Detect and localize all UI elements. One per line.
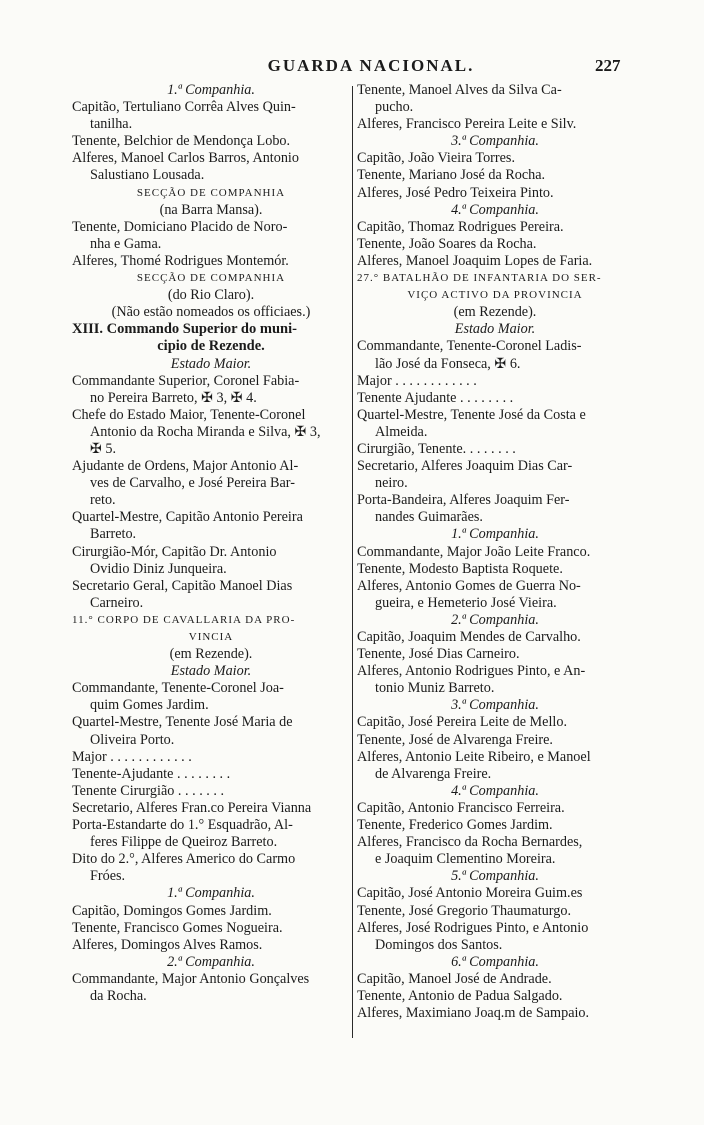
text-line: da Rocha.: [90, 987, 147, 1004]
text-line: Tenente, Mariano José da Rocha.: [357, 167, 546, 184]
text-line: Commandante, Major João Leite Franco.: [357, 543, 591, 560]
text-line: Tenente Ajudante . . . . . . . .: [357, 389, 514, 406]
text-line: tonio Muniz Barreto.: [375, 680, 495, 697]
text-line: Ovidio Diniz Junqueira.: [90, 560, 227, 577]
text-line: (em Rezende).: [453, 304, 537, 321]
text-line: Ajudante de Ordens, Major Antonio Al-: [72, 458, 299, 475]
text-line: reto.: [90, 492, 116, 509]
text-line: Secretario, Alferes Fran.co Pereira Vianna: [72, 799, 312, 816]
text-line: Major . . . . . . . . . . . .: [357, 372, 477, 389]
text-line: neiro.: [375, 475, 408, 492]
text-line: cipio de Rezende.: [157, 338, 265, 355]
text-line: Alferes, Antonio Leite Ribeiro, e Manoel: [357, 748, 591, 765]
text-line: Cirurgião, Tenente. . . . . . . .: [357, 440, 516, 457]
text-line: Tenente Cirurgião . . . . . . .: [72, 782, 225, 799]
text-line: Salustiano Lousada.: [90, 167, 205, 184]
text-line: Tenente, Modesto Baptista Roquete.: [357, 560, 563, 577]
text-line: 3.ª Companhia.: [451, 697, 539, 714]
text-line: 2.ª Companhia.: [451, 611, 539, 628]
text-line: Tenente, Domiciano Placido de Noro-: [72, 218, 288, 235]
text-line: 2.ª Companhia.: [167, 953, 255, 970]
text-line: Almeida.: [375, 423, 428, 440]
text-line: Alferes, Domingos Alves Ramos.: [72, 936, 263, 953]
text-line: Commandante, Tenente-Coronel Ladis-: [357, 338, 582, 355]
text-line: Porta-Bandeira, Alferes Joaquim Fer-: [357, 492, 570, 509]
text-line: pucho.: [375, 99, 414, 116]
text-line: feres Filippe de Queiroz Barreto.: [90, 834, 278, 851]
text-line: Tenente, Antonio de Padua Salgado.: [357, 987, 563, 1004]
text-line: Commandante Superior, Coronel Fabia-: [72, 372, 300, 389]
column-divider: [352, 86, 353, 1038]
text-line: XIII. Commando Superior do muni-: [72, 321, 297, 338]
text-line: Domingos dos Santos.: [375, 936, 503, 953]
page-number: 227: [595, 56, 621, 75]
text-line: Cirurgião-Mór, Capitão Dr. Antonio: [72, 543, 277, 560]
page-header: [0, 56, 704, 78]
text-line: Commandante, Major Antonio Gonçalves: [72, 970, 310, 987]
text-line: Dito do 2.°, Alferes Americo do Carmo: [72, 851, 296, 868]
text-line: Tenente, José Gregorio Thaumaturgo.: [357, 902, 571, 919]
text-line: Capitão, João Vieira Torres.: [357, 150, 515, 167]
text-line: nandes Guimarães.: [375, 509, 483, 526]
text-line: Commandante, Tenente-Coronel Joa-: [72, 680, 284, 697]
left-column: [72, 82, 350, 1005]
text-line: Secretario, Alferes Joaquim Dias Car-: [357, 458, 573, 475]
text-line: 11.° CORPO DE CAVALLARIA DA PRO-: [72, 613, 296, 626]
text-line: Oliveira Porto.: [90, 731, 175, 748]
text-line: Alferes, José Rodrigues Pinto, e Antonio: [357, 919, 589, 936]
text-line: 3.ª Companhia.: [451, 133, 539, 150]
text-line: tanilha.: [90, 116, 133, 133]
text-line: Fróes.: [90, 868, 126, 885]
text-line: Tenente, Belchior de Mendonça Lobo.: [72, 133, 291, 150]
text-line: SECÇÃO DE COMPANHIA: [136, 186, 286, 199]
text-line: VINCIA: [188, 631, 234, 643]
text-line: 1.ª Companhia.: [451, 526, 539, 543]
text-line: Capitão, Thomaz Rodrigues Pereira.: [357, 218, 564, 235]
text-line: 5.ª Companhia.: [451, 868, 539, 885]
text-line: Alferes, Antonio Gomes de Guerra No-: [357, 577, 581, 594]
text-line: 6.ª Companhia.: [451, 953, 539, 970]
right-column: [357, 82, 633, 1022]
text-line: Tenente, José Dias Carneiro.: [357, 646, 520, 663]
text-line: nha e Gama.: [90, 235, 162, 252]
text-line: Alferes, Manoel Carlos Barros, Antonio: [72, 150, 299, 167]
text-line: Tenente, Francisco Gomes Nogueira.: [72, 919, 283, 936]
text-line: (do Rio Claro).: [167, 287, 255, 304]
text-line: 1.ª Companhia.: [167, 82, 255, 98]
text-line: Porta-Estandarte do 1.° Esquadrão, Al-: [72, 817, 293, 834]
text-line: Capitão, Manoel José de Andrade.: [357, 970, 552, 987]
text-line: Quartel-Mestre, Capitão Antonio Pereira: [72, 509, 303, 526]
text-line: ves de Carvalho, e José Pereira Bar-: [90, 475, 295, 492]
text-line: Estado Maior.: [454, 321, 536, 338]
text-line: Alferes, Francisco Pereira Leite e Silv.: [357, 116, 577, 133]
text-line: Barreto.: [90, 526, 137, 543]
text-line: Capitão, Domingos Gomes Jardim.: [72, 902, 272, 919]
text-line: 1.ª Companhia.: [167, 885, 255, 902]
text-line: 27.° BATALHÃO DE INFANTARIA DO SER-: [357, 272, 602, 285]
text-line: Chefe do Estado Maior, Tenente-Coronel: [72, 406, 306, 423]
text-line: (Não estão nomeados os officiaes.): [111, 304, 311, 321]
text-line: Secretario Geral, Capitão Manoel Dias: [72, 577, 293, 594]
running-title: GUARDA NACIONAL.: [267, 56, 475, 75]
text-line: no Pereira Barreto, ✠ 3, ✠ 4.: [90, 389, 257, 406]
text-line: SECÇÃO DE COMPANHIA: [136, 272, 286, 285]
text-line: Tenente, João Soares da Rocha.: [357, 235, 537, 252]
text-line: Tenente, Frederico Gomes Jardim.: [357, 817, 553, 834]
text-line: ✠ 5.: [90, 440, 117, 457]
text-line: Carneiro.: [90, 594, 144, 611]
text-line: VIÇO ACTIVO DA PROVINCIA: [407, 289, 583, 302]
text-line: Antonio da Rocha Miranda e Silva, ✠ 3,: [90, 423, 321, 440]
text-line: (na Barra Mansa).: [159, 201, 263, 218]
text-line: Capitão, Antonio Francisco Ferreira.: [357, 799, 565, 816]
text-line: Capitão, José Antonio Moreira Guim.es: [357, 885, 583, 902]
text-line: Estado Maior.: [170, 663, 252, 680]
text-line: Alferes, Thomé Rodrigues Montemór.: [72, 252, 289, 269]
text-line: (em Rezende).: [169, 646, 253, 663]
text-line: Tenente, Manoel Alves da Silva Ca-: [357, 82, 562, 98]
text-line: Tenente, José de Alvarenga Freire.: [357, 731, 553, 748]
text-line: Alferes, José Pedro Teixeira Pinto.: [357, 184, 554, 201]
text-line: Alferes, Antonio Rodrigues Pinto, e An-: [357, 663, 586, 680]
text-line: Capitão, José Pereira Leite de Mello.: [357, 714, 567, 731]
text-line: Capitão, Tertuliano Corrêa Alves Quin-: [72, 99, 296, 116]
text-line: Alferes, Francisco da Rocha Bernardes,: [357, 834, 583, 851]
text-line: Estado Maior.: [170, 355, 252, 372]
text-line: Alferes, Manoel Joaquim Lopes de Faria.: [357, 252, 593, 269]
text-line: de Alvarenga Freire.: [375, 765, 492, 782]
text-line: lão José da Fonseca, ✠ 6.: [375, 355, 521, 372]
text-line: e Joaquim Clementino Moreira.: [375, 851, 556, 868]
text-line: gueira, e Hemeterio José Vieira.: [375, 594, 557, 611]
text-line: 4.ª Companhia.: [451, 782, 539, 799]
text-line: Major . . . . . . . . . . . .: [72, 748, 192, 765]
text-line: Capitão, Joaquim Mendes de Carvalho.: [357, 629, 581, 645]
text-line: Tenente-Ajudante . . . . . . . .: [72, 765, 231, 782]
text-line: Alferes, Maximiano Joaq.m de Sampaio.: [357, 1005, 590, 1022]
text-line: quim Gomes Jardim.: [90, 697, 209, 714]
text-line: Quartel-Mestre, Tenente José Maria de: [72, 714, 293, 731]
text-line: Quartel-Mestre, Tenente José da Costa e: [357, 406, 586, 423]
text-line: 4.ª Companhia.: [451, 201, 539, 218]
